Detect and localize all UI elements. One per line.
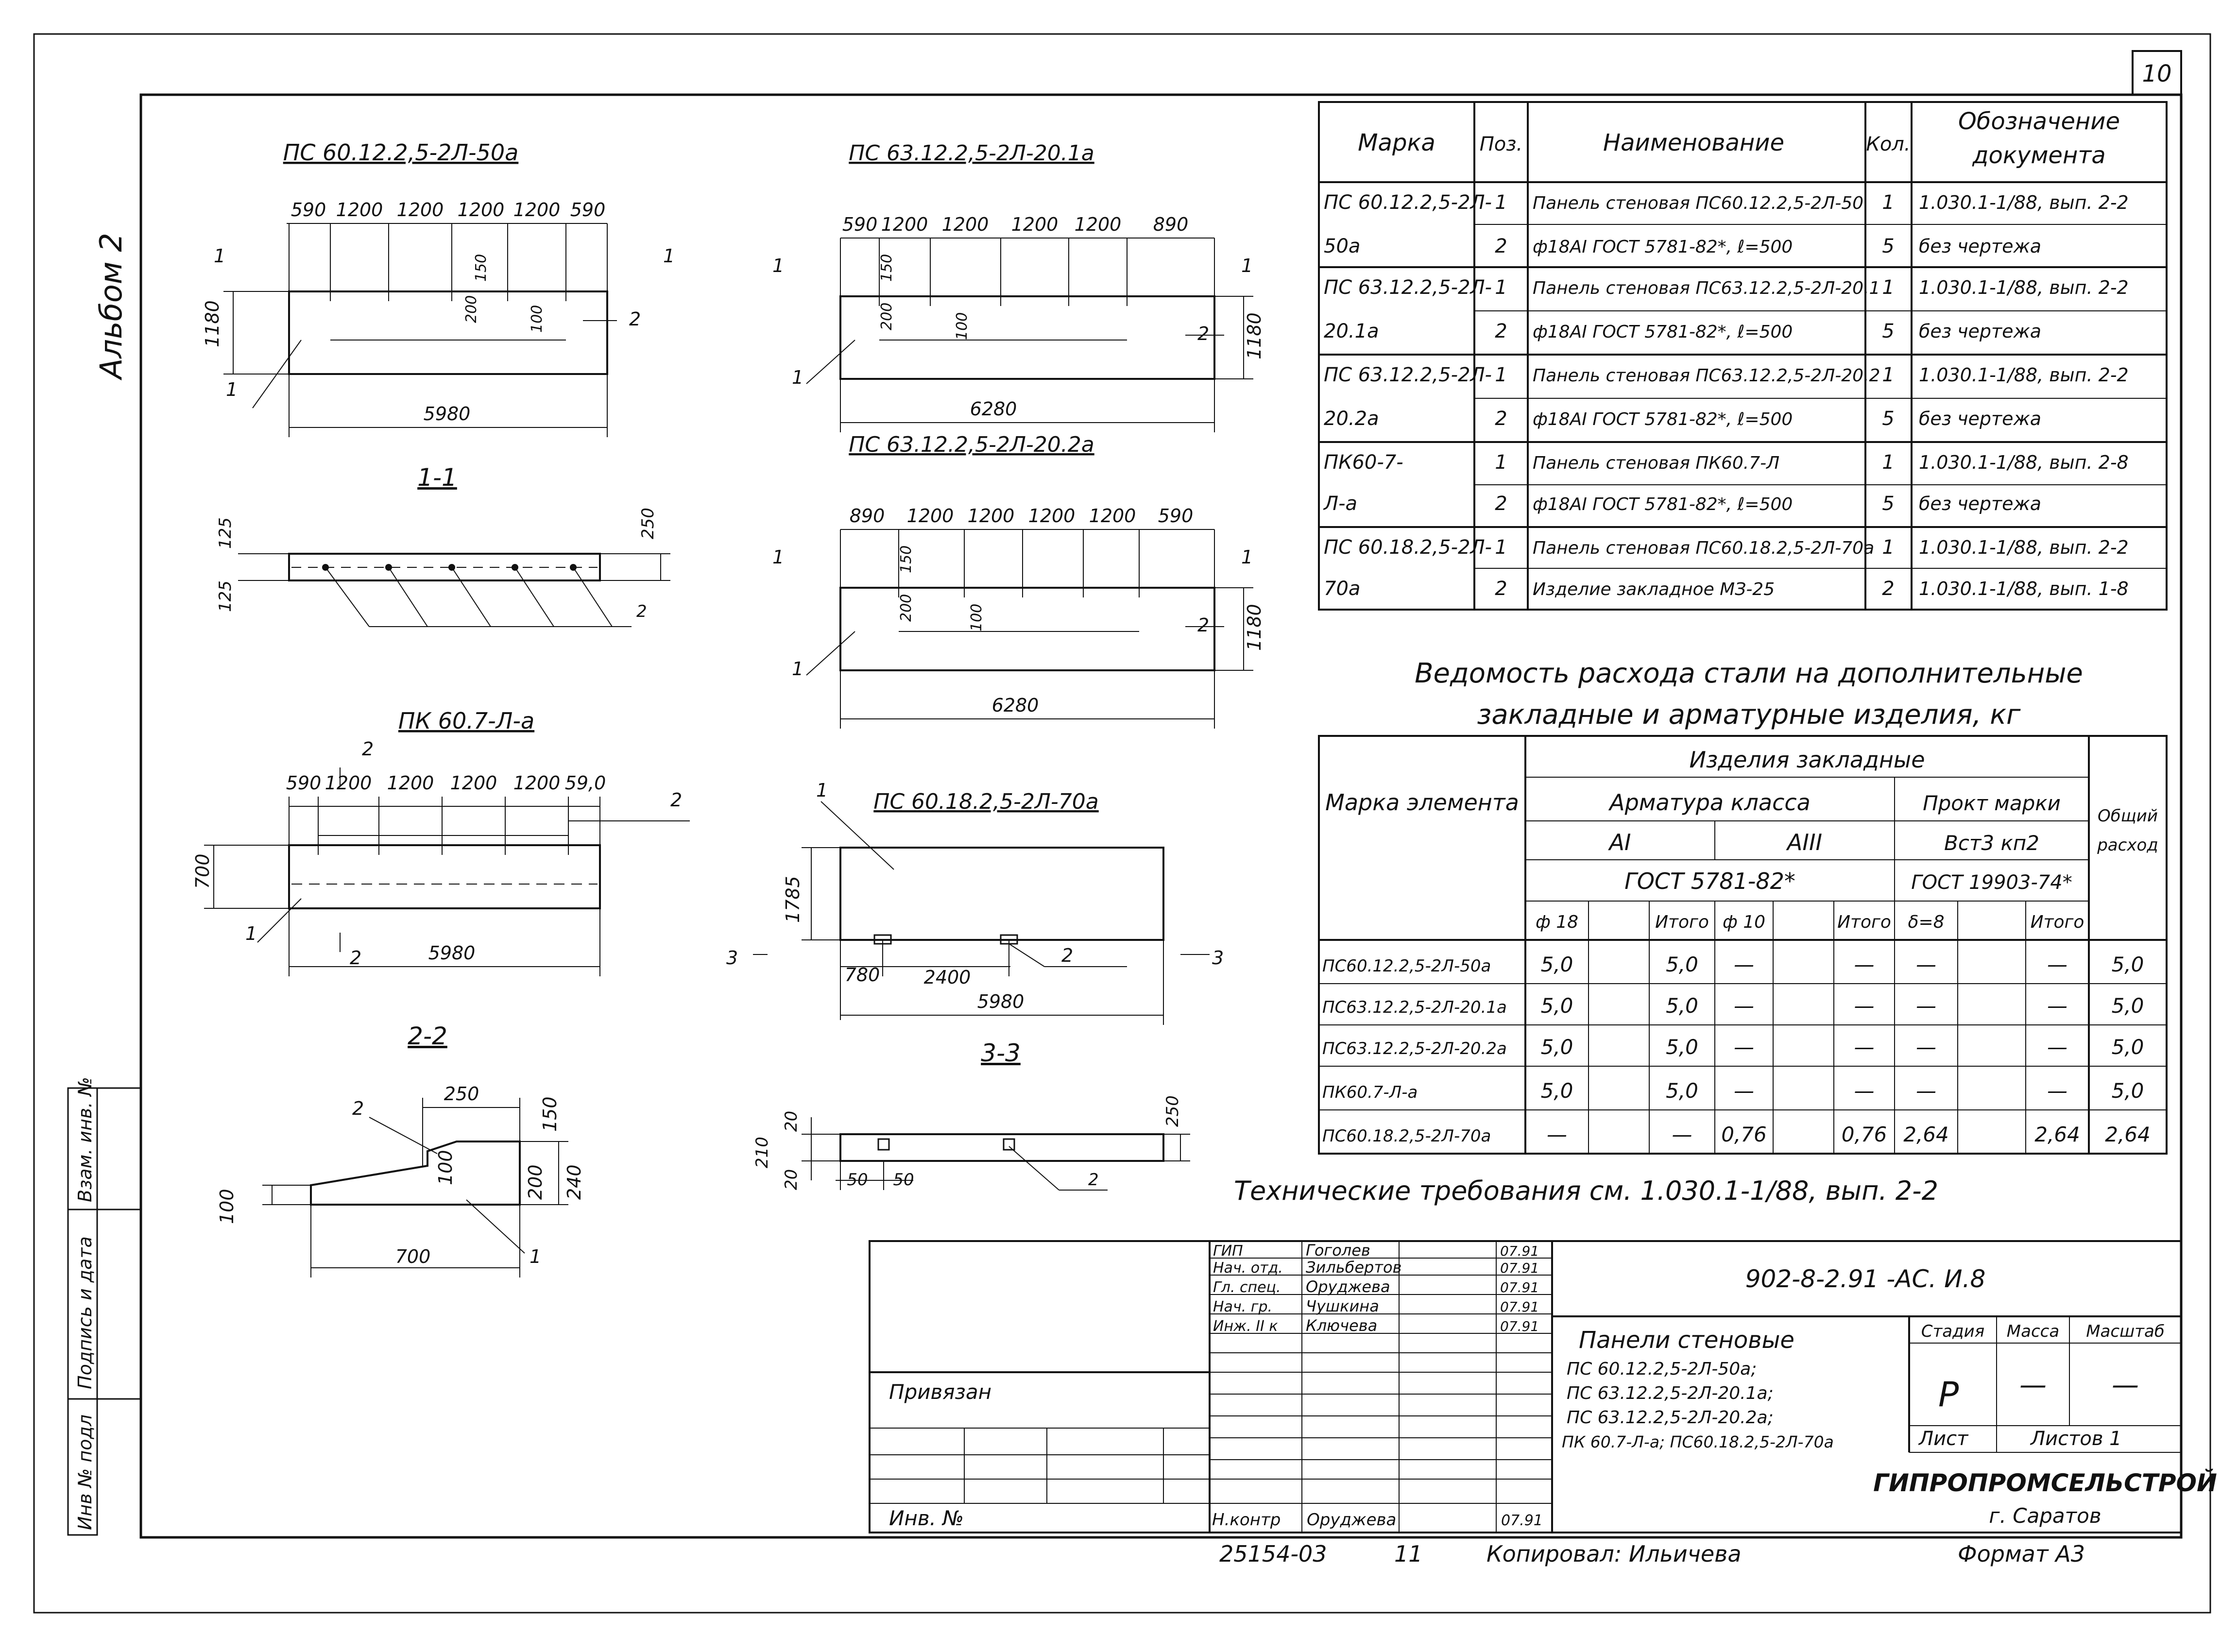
dim: 1200 (1028, 505, 1076, 527)
th-doc: Обозначение документа (1958, 108, 2120, 169)
spec-name: Изделие закладное МЗ-25 (1533, 579, 1775, 599)
steel-cell: — (2047, 953, 2067, 976)
steel-subheader-cell: ф 18 (1535, 912, 1579, 932)
staff-role: Инж. II к (1213, 1318, 1278, 1335)
product-line: ПС 63.12.2,5-2Л-20.1а; (1567, 1383, 1774, 1403)
th-vst: Вст3 кп2 (1944, 831, 2039, 855)
staff-role: Нач. отд. (1213, 1260, 1283, 1277)
drawing-title: ПС 60.12.2,5-2Л-50а (283, 139, 519, 166)
spec-marka: Л-а (1324, 493, 1358, 515)
spec-doc: без чертежа (1919, 321, 2042, 342)
pos-label: 1 (226, 379, 238, 400)
section-1-1 (216, 463, 670, 627)
spec-marka: ПС 63.12.2,5-2Л- (1324, 364, 1492, 386)
dim: 1200 (325, 772, 372, 794)
steel-subheader (1536, 912, 2084, 932)
section-mark: 1 (663, 245, 675, 267)
spec-name: Панель стеновая ПС60.12.2,5-2Л-50 (1533, 193, 1864, 213)
section-3-3 (752, 1039, 1190, 1190)
spec-doc: 1.030.1-1/88, вып. 2-2 (1919, 192, 2129, 213)
dim: 780 (844, 964, 880, 986)
drawing-pk60-7-l-a (192, 708, 690, 976)
stamp-sign: Подпись и дата (74, 1236, 96, 1389)
doc-code: 902-8-2.91 -АС. И.8 (1745, 1265, 1986, 1293)
product-line: ПС 63.12.2,5-2Л-20.2а; (1567, 1408, 1774, 1428)
mass-header: Масса (2006, 1322, 2060, 1341)
staff-date: 07.91 (1500, 1299, 1539, 1315)
dim: 250 (1163, 1095, 1182, 1127)
city: г. Саратов (1989, 1504, 2101, 1528)
pos-label: 2 (1061, 945, 1074, 966)
pos-label: 1 (792, 367, 804, 388)
section-mark: 1 (772, 255, 785, 276)
staff-name: Оруджева (1306, 1277, 1390, 1296)
steel-cell: 5,0 (1666, 953, 1698, 976)
mass-value: — (2019, 1369, 2047, 1401)
dim: 590 (290, 199, 326, 221)
album-label: Альбом 2 (93, 233, 129, 379)
steel-marka: ПС63.12.2,5-2Л-20.1а (1322, 998, 1507, 1017)
spec-rows (1323, 191, 2129, 600)
spec-marka: ПК60-7- (1324, 451, 1403, 474)
dim: 1200 (1089, 505, 1136, 527)
spec-qty: 2 (1882, 578, 1895, 600)
th-prokat: Прокт марки (1923, 791, 2061, 815)
steel-cell: — (1854, 1079, 1875, 1103)
dim-length: 5980 (423, 403, 471, 425)
spec-name: ф18АI ГОСТ 5781-82*, ℓ=500 (1533, 409, 1793, 429)
spec-name: Панель стеновая ПК60.7-Л (1533, 453, 1780, 473)
steel-cell: 5,0 (1540, 953, 1573, 976)
spec-pos: 1 (1495, 191, 1507, 214)
spec-doc: 1.030.1-1/88, вып. 2-2 (1919, 277, 2129, 298)
steel-cell: — (1854, 953, 1875, 976)
steel-title-1: Ведомость расхода стали на дополнительные (1415, 658, 2083, 689)
dim: 1200 (941, 214, 989, 235)
dim-height: 1180 (1244, 312, 1265, 359)
panel-elevation (840, 588, 1214, 670)
drawing-ps63-12-20-1a (772, 141, 1265, 432)
steel-subheader-cell: δ=8 (1908, 912, 1945, 932)
section-mark: 1 (214, 245, 226, 267)
dim: 1200 (906, 505, 954, 527)
drawing-ps60-18-70a (726, 780, 1224, 1025)
steel-total: 5,0 (2111, 1035, 2144, 1059)
dim: 150 (473, 254, 490, 282)
section-mark: 1 (1241, 255, 1253, 276)
dim: 100 (216, 1189, 238, 1224)
product-name: Панели стеновые (1579, 1327, 1794, 1354)
steel-cell: — (1734, 994, 1754, 1018)
steel-table (1319, 658, 2167, 1154)
spec-qty: 5 (1882, 493, 1895, 515)
steel-cell: 0,76 (1841, 1123, 1887, 1146)
steel-cell: — (1916, 994, 1936, 1018)
footer-copied: Копировал: Ильичева (1486, 1541, 1742, 1567)
steel-cell: 5,0 (1540, 1079, 1573, 1103)
footer (1219, 1541, 2085, 1567)
steel-cell: 5,0 (1540, 994, 1573, 1018)
sheets-header: Листов 1 (2031, 1428, 2122, 1450)
staff-date: 07.91 (1500, 1318, 1539, 1334)
dim: 150 (878, 254, 895, 282)
section-mark: 2 (362, 738, 374, 760)
dim: 890 (849, 505, 885, 527)
steel-cell: 5,0 (1666, 1035, 1698, 1059)
steel-cell: — (1916, 953, 1936, 976)
steel-cell: — (1734, 1035, 1754, 1059)
staff-rows (1213, 1241, 1539, 1335)
steel-subheader-cell: Итого (1837, 912, 1891, 932)
spec-marka: 20.1а (1324, 320, 1379, 342)
nkontr-role: Н.контр (1212, 1510, 1281, 1530)
steel-cell: — (1916, 1035, 1936, 1059)
th-aiii: АIII (1787, 829, 1823, 855)
steel-cell: 5,0 (1666, 1079, 1698, 1103)
dim: 1200 (396, 199, 444, 221)
panel-elevation (840, 296, 1214, 379)
organization: ГИПРОПРОМСЕЛЬСТРОЙ (1873, 1469, 2217, 1497)
dim: 100 (435, 1150, 456, 1185)
steel-cell: — (1734, 953, 1754, 976)
dim: 100 (529, 305, 546, 333)
dim: 210 (752, 1137, 772, 1168)
staff-name: Зильбертов (1306, 1258, 1402, 1277)
steel-cell: 2,64 (2034, 1123, 2080, 1146)
spec-name: Панель стеновая ПС60.18.2,5-2Л-70а (1533, 538, 1875, 558)
stamp-inv: Инв № подл (74, 1414, 96, 1530)
dim: 1200 (513, 772, 561, 794)
steel-cell: 2,64 (1903, 1123, 1949, 1146)
spec-qty: 1 (1882, 276, 1895, 299)
dim: 250 (638, 508, 658, 539)
spec-name: ф18АI ГОСТ 5781-82*, ℓ=500 (1533, 237, 1793, 257)
steel-cell: — (1854, 994, 1875, 1018)
dim: 100 (968, 603, 985, 631)
steel-title-2: закладные и арматурные изделия, кг (1477, 699, 2021, 731)
spec-pos: 1 (1495, 451, 1507, 474)
dim: 200 (463, 295, 480, 323)
staff-date: 07.91 (1500, 1260, 1539, 1276)
steel-total: 5,0 (2111, 994, 2144, 1018)
steel-subheader-cell: Итого (2030, 912, 2084, 932)
pos-label: 1 (816, 780, 828, 801)
drawing-ps63-12-20-2a (772, 432, 1265, 729)
steel-marka: ПС63.12.2,5-2Л-20.2а (1322, 1039, 1507, 1058)
dim: 200 (525, 1164, 546, 1200)
dim: 590 (842, 214, 878, 235)
drawing-ps60-12-50a (202, 139, 675, 437)
dim-height: 1785 (782, 876, 803, 923)
outer-border (34, 34, 2210, 1613)
steel-cell: — (1734, 1079, 1754, 1103)
drawing-title: ПК 60.7-Л-а (398, 708, 535, 734)
spec-pos: 1 (1495, 364, 1507, 386)
th-armatura: Арматура класса (1609, 789, 1811, 816)
spec-doc: 1.030.1-1/88, вып. 2-2 (1919, 537, 2129, 558)
th-gost1: ГОСТ 5781-82* (1624, 868, 1795, 894)
footer-format: Формат А3 (1958, 1541, 2085, 1567)
dim: 150 (898, 545, 915, 573)
pos-label: 2 (636, 602, 647, 621)
inv-label: Инв. № (889, 1506, 964, 1530)
steel-cell: 5,0 (1666, 994, 1698, 1018)
th-izdelia: Изделия закладные (1689, 747, 1925, 773)
dim-length: 700 (395, 1246, 431, 1267)
staff-role: ГИП (1213, 1243, 1243, 1260)
spec-pos: 1 (1495, 276, 1507, 299)
spec-name: ф18АI ГОСТ 5781-82*, ℓ=500 (1533, 322, 1793, 342)
dim: 125 (216, 517, 235, 549)
dim: 1200 (1074, 214, 1122, 235)
sheet-number: 10 (2142, 60, 2172, 87)
nkontr-date: 07.91 (1501, 1512, 1543, 1529)
steel-subheader-cell: Итого (1655, 912, 1709, 932)
spec-pos: 2 (1495, 578, 1507, 600)
dim: 200 (878, 302, 895, 330)
dim: 150 (539, 1096, 561, 1132)
dim: 50 (847, 1170, 868, 1190)
staff-name: Гоголев (1306, 1241, 1370, 1260)
dim: 1200 (967, 505, 1015, 527)
section-title: 3-3 (981, 1039, 1021, 1067)
spec-qty: 1 (1882, 536, 1895, 559)
product-line: ПС 60.12.2,5-2Л-50а; (1567, 1359, 1757, 1379)
pos-label: 2 (670, 789, 683, 811)
dim: 20 (782, 1169, 801, 1190)
steel-marka: ПС60.18.2,5-2Л-70а (1322, 1126, 1491, 1146)
sheet-header: Лист (1919, 1428, 1968, 1450)
dim: 1200 (1011, 214, 1059, 235)
staff-date: 07.91 (1500, 1243, 1539, 1259)
dim-length: 5980 (428, 942, 476, 964)
side-stamp (68, 1077, 141, 1535)
section-mark: 1 (772, 546, 785, 568)
staff-name: Чушкина (1306, 1297, 1379, 1315)
steel-marka: ПС60.12.2,5-2Л-50а (1322, 956, 1491, 976)
pos-label: 2 (1197, 614, 1210, 636)
steel-cell: — (1854, 1035, 1875, 1059)
spec-qty: 1 (1882, 451, 1895, 474)
spec-marka: ПС 63.12.2,5-2Л- (1324, 276, 1492, 299)
spec-doc: 1.030.1-1/88, вып. 2-2 (1919, 364, 2129, 386)
steel-cell: — (2047, 1035, 2067, 1059)
steel-total: 2,64 (2105, 1123, 2151, 1146)
section-title: 2-2 (408, 1022, 447, 1050)
pos-label: 2 (629, 308, 641, 330)
spec-qty: 1 (1882, 364, 1895, 386)
dim: 125 (216, 580, 235, 612)
spec-qty: 5 (1882, 408, 1895, 430)
dim: 590 (570, 199, 606, 221)
privyazan-label: Привязан (889, 1380, 992, 1404)
dim-height: 1180 (202, 300, 223, 347)
section-title: 1-1 (417, 463, 457, 492)
staff-role: Гл. спец. (1213, 1279, 1281, 1296)
th-pos: Поз. (1479, 133, 1523, 155)
th-steel-total: Общий расход (2097, 806, 2158, 855)
footer-code: 25154-03 (1219, 1541, 1327, 1567)
spec-pos: 2 (1495, 493, 1507, 515)
dim: 1200 (450, 772, 497, 794)
steel-cell: — (1672, 1123, 1692, 1146)
steel-total: 5,0 (2111, 953, 2144, 976)
stage-value: Р (1938, 1375, 1959, 1414)
spec-qty: 1 (1882, 191, 1895, 214)
spec-marka: 50а (1324, 235, 1361, 257)
steel-marka: ПК60.7-Л-а (1322, 1083, 1418, 1102)
spec-name: Панель стеновая ПС63.12.2,5-2Л-20.2 (1533, 366, 1880, 386)
product-line: ПК 60.7-Л-а; ПС60.18.2,5-2Л-70а (1562, 1432, 1834, 1451)
staff-role: Нач. гр. (1213, 1298, 1273, 1315)
pos-label: 2 (1088, 1170, 1099, 1190)
section-2-2 (216, 1022, 585, 1277)
dim: 590 (1158, 505, 1194, 527)
drawing-title: ПС 63.12.2,5-2Л-20.1а (849, 141, 1094, 166)
dim: 250 (444, 1083, 479, 1105)
pos-label: 2 (352, 1098, 364, 1119)
dim: 100 (954, 312, 971, 340)
spec-table (1319, 102, 2167, 610)
nkontr-name: Оруджева (1307, 1510, 1397, 1530)
dim-height: 1180 (1244, 604, 1265, 651)
dim-length: 5980 (977, 991, 1025, 1012)
footer-num: 11 (1394, 1541, 1423, 1567)
dim: 240 (564, 1164, 585, 1200)
th-name: Наименование (1603, 129, 1785, 156)
steel-total: 5,0 (2111, 1079, 2144, 1103)
steel-cell: 0,76 (1721, 1123, 1767, 1146)
th-gost2: ГОСТ 19903-74* (1911, 871, 2072, 894)
dim: 590 (286, 772, 322, 794)
dim: 890 (1153, 214, 1189, 235)
spec-marka: 20.2а (1324, 408, 1379, 430)
th-marka: Марка (1358, 129, 1435, 156)
pos-label: 1 (530, 1246, 542, 1267)
panel-elevation (289, 291, 607, 374)
dim-height: 700 (192, 853, 213, 889)
dim: 50 (893, 1170, 914, 1190)
steel-subheader-cell: ф 10 (1722, 912, 1766, 932)
section-mark: 2 (350, 947, 362, 969)
drawing-title: ПС 60.18.2,5-2Л-70а (873, 789, 1099, 814)
steel-cell: — (1916, 1079, 1936, 1103)
spec-pos: 2 (1495, 235, 1507, 257)
section-mark: 3 (1212, 947, 1224, 969)
steel-cell: — (2047, 1079, 2067, 1103)
stage-header: Стадия (1921, 1322, 1985, 1341)
panel-elevation (289, 845, 600, 908)
staff-name: Ключева (1306, 1316, 1378, 1335)
dim: 200 (898, 594, 915, 622)
panel-elevation (840, 848, 1163, 940)
dim: 1200 (457, 199, 505, 221)
spec-marka: 70а (1324, 578, 1361, 600)
dim: 20 (782, 1110, 801, 1132)
spec-marka: ПС 60.12.2,5-2Л- (1324, 191, 1492, 214)
spec-pos: 1 (1495, 536, 1507, 559)
dim: 2400 (923, 967, 971, 988)
steel-cell: 5,0 (1540, 1035, 1573, 1059)
dim-length: 6280 (970, 398, 1017, 420)
pos-label: 2 (1197, 323, 1210, 344)
th-qty: Кол. (1866, 133, 1911, 155)
dim: 1200 (513, 199, 561, 221)
section-mark: 1 (1241, 546, 1253, 568)
spec-doc: без чертежа (1919, 408, 2042, 429)
tech-requirements: Технические требования см. 1.030.1-1/88, вып. 2-2 (1234, 1175, 1938, 1206)
spec-qty: 5 (1882, 320, 1895, 342)
spec-qty: 5 (1882, 235, 1895, 257)
spec-doc: без чертежа (1919, 493, 2042, 514)
pos-label: 1 (792, 658, 804, 680)
dim: 1200 (336, 199, 383, 221)
stamp-vzam: Взам. инв. № (74, 1076, 96, 1202)
steel-rows (1322, 953, 2151, 1146)
spec-pos: 2 (1495, 408, 1507, 430)
scale-header: Масштаб (2086, 1322, 2165, 1341)
spec-doc: 1.030.1-1/88, вып. 2-8 (1919, 452, 2129, 473)
th-ai: АI (1609, 829, 1631, 855)
dim: 59,0 (564, 772, 606, 794)
dim: 1200 (881, 214, 928, 235)
dim: 1200 (387, 772, 434, 794)
dim-length: 6280 (991, 695, 1039, 716)
spec-pos: 2 (1495, 320, 1507, 342)
section-mark: 3 (726, 947, 738, 969)
scale-value: — (2112, 1369, 2139, 1401)
steel-cell: — (1547, 1123, 1567, 1146)
staff-date: 07.91 (1500, 1279, 1539, 1295)
spec-name: Панель стеновая ПС63.12.2,5-2Л-20.1 (1533, 278, 1880, 298)
th-steel-marka: Марка элемента (1325, 789, 1519, 816)
pos-label: 1 (245, 923, 257, 944)
title-block (870, 1241, 2217, 1533)
steel-cell: — (2047, 994, 2067, 1018)
spec-marka: ПС 60.18.2,5-2Л- (1324, 536, 1492, 559)
spec-doc: без чертежа (1919, 236, 2042, 257)
drawing-title: ПС 63.12.2,5-2Л-20.2а (849, 432, 1094, 457)
spec-doc: 1.030.1-1/88, вып. 1-8 (1919, 578, 2129, 599)
spec-name: ф18АI ГОСТ 5781-82*, ℓ=500 (1533, 494, 1793, 514)
